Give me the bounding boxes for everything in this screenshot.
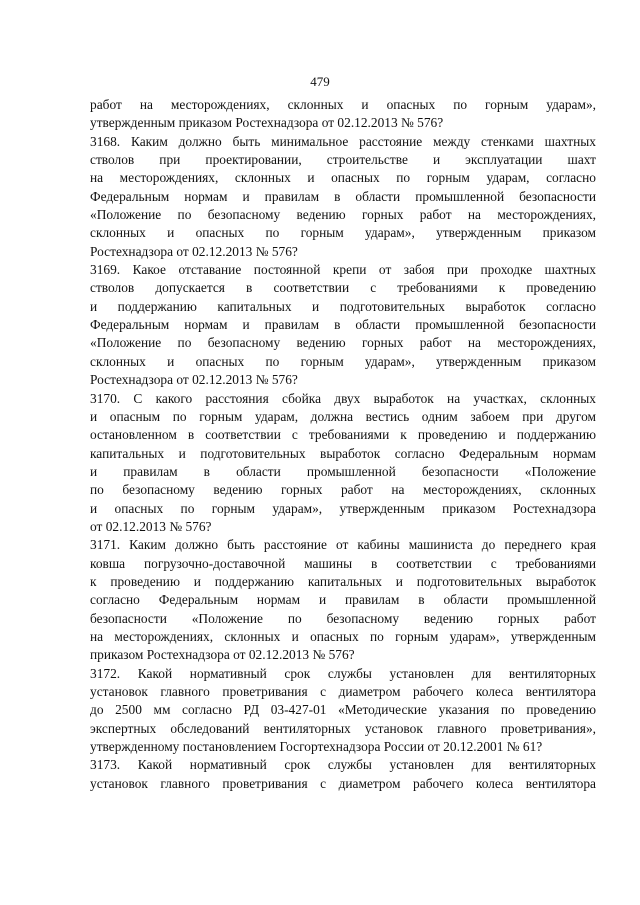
text-line: безопасности «Положение по безопасному ведению горных работ	[90, 610, 596, 626]
text-line: и правилам в области промышленной безопасности «Положение	[90, 463, 596, 479]
text-line: и опасным по горным ударам, должна вестись одним забоем при другом	[90, 408, 596, 424]
text-line: до 2500 мм согласно РД 03-427-01 «Методические указания по проведению	[90, 702, 596, 718]
text-line: по безопасному ведению горных работ на месторождениях, склонных	[90, 482, 596, 498]
text-line: стволов при проектировании, строительстве и эксплуатации шахт	[90, 152, 596, 168]
question-3172	[90, 665, 596, 757]
text-line: «Положение по безопасному ведению горных работ на месторождениях,	[90, 335, 596, 351]
question-3169	[90, 261, 596, 389]
text-line: согласно Федеральным нормам и правилам в области промышленной	[90, 592, 596, 608]
document-body	[90, 96, 596, 793]
text-line: Федеральным нормам и правилам в области промышленной безопасности	[90, 317, 596, 333]
text-line: 3168. Каким должно быть минимальное расстояние между стенками шахтных	[90, 133, 596, 149]
text-line: экспертных обследований вентиляторных установок главного проветривания»,	[90, 720, 596, 736]
page-number: 479	[310, 74, 330, 89]
text-line: капитальных и подготовительных выработок согласно Федеральным нормам	[90, 445, 596, 461]
text-line: установок главного проветривания с диаметром рабочего колеса вентилятора	[90, 775, 596, 791]
text-line: установок главного проветривания с диаметром рабочего колеса вентилятора	[90, 684, 596, 699]
text-line: и поддержанию капитальных и подготовительных выработок согласно	[90, 298, 596, 314]
text-line: Ростехнадзора от 02.12.2013 № 576?	[90, 372, 298, 388]
text-line: склонных и опасных по горным ударам», утвержденным приказом	[90, 225, 596, 241]
text-line: и опасных по горным ударам», утвержденным приказом Ростехнадзора	[90, 500, 596, 516]
text-line: утвержденному постановлением Госгортехнадзора России от 20.12.2001 № 61?	[90, 739, 543, 755]
text-line: на месторождениях, склонных и опасных по горным ударам, согласно	[90, 170, 596, 186]
text-line: Ростехнадзора от 02.12.2013 № 576?	[90, 243, 298, 259]
text-line: 3173. Какой нормативный срок службы установлен для вентиляторных	[90, 757, 596, 773]
text-line: работ на месторождениях, склонных и опасных по горным ударам»,	[90, 97, 596, 112]
text-line: к проведению и поддержанию капитальных и подготовительных выработок	[90, 573, 596, 589]
text-line: 3171. Каким должно быть расстояние от кабины машиниста до переднего края	[90, 537, 596, 553]
text-line: приказом Ростехнадзора от 02.12.2013 № 576?	[90, 647, 355, 663]
question-3168	[90, 133, 596, 261]
text-line: «Положение по безопасному ведению горных работ на месторождениях,	[90, 207, 596, 223]
question-3170	[90, 390, 596, 537]
text-line: 3172. Какой нормативный срок службы установлен для вентиляторных	[90, 665, 596, 681]
text-line: на месторождениях, склонных и опасных по горным ударам», утвержденным	[90, 628, 596, 644]
text-line: стволов допускается в соответствии с требованиями к проведению	[90, 280, 596, 296]
text-line: от 02.12.2013 № 576?	[90, 518, 212, 534]
text-line: Федеральным нормам и правилам в области промышленной безопасности	[90, 188, 596, 204]
text-line: склонных и опасных по горным ударам», утвержденным приказом	[90, 353, 596, 369]
question-3173	[90, 756, 596, 793]
text-line: остановленном в соответствии с требованиями к проведению и поддержанию	[90, 427, 596, 443]
question-3171	[90, 536, 596, 664]
text-line: 3169. Какое отставание постоянной крепи от забоя при проходке шахтных	[90, 262, 596, 278]
text-line: 3170. С какого расстояния сбойка двух выработок на участках, склонных	[90, 390, 596, 406]
text-line: утвержденным приказом Ростехнадзора от 02.12.2013 № 576?	[90, 115, 444, 131]
text-line: ковша погрузочно-доставочной машины в соответствии с требованиями	[90, 555, 596, 571]
paragraph-continuation	[90, 96, 596, 133]
